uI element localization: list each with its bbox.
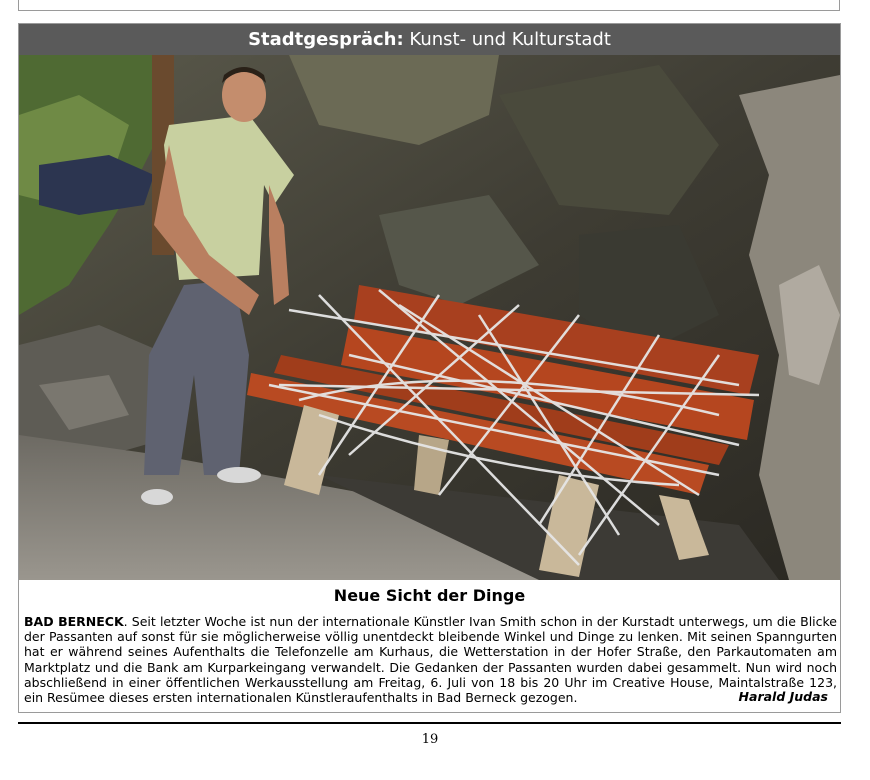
banner-section: Stadtgespräch:	[248, 29, 404, 50]
footer-rule	[18, 722, 841, 724]
previous-article-box	[18, 0, 840, 11]
page-number: 19	[421, 732, 439, 747]
article-photo	[19, 55, 840, 580]
article-box	[18, 23, 841, 713]
article-body-text: . Seit letzter Woche ist nun der internationale Künstler Ivan Smith schon in der Kurstadt unterwegs, um die Blicke der Passanten auf sonst für sie möglicherweise völlig unentdeckt bleibende Winkel und Dinge zu lenken. Mit seinen Spanngurten hat er während seines Aufenthalts die Telefonzelle am Kurhaus, die Wetterstation in der Hofer Straße, den Parkautomaten am Marktplatz und die Bank am Kurparkeingang verwandelt. Die Gedanken der Passanten wurden dabei gesammelt. Nun wird noch abschließend in einer öffentlichen Werkausstellung am Freitag, 6. Juli von 18 bis 20 Uhr im Creative House, Maintalstraße 123, ein Resümee dieses ersten internationalen Künstleraufenthalts in Bad Berneck gezogen.	[24, 614, 838, 706]
photo-caption: Neue Sicht der Dinge	[333, 586, 526, 605]
article-author: Harald Judas	[738, 689, 828, 704]
article-banner	[19, 24, 840, 55]
banner-topic: Kunst- und Kulturstadt	[409, 29, 611, 50]
article-dateline: BAD BERNECK	[24, 614, 124, 629]
article-body	[24, 614, 837, 705]
